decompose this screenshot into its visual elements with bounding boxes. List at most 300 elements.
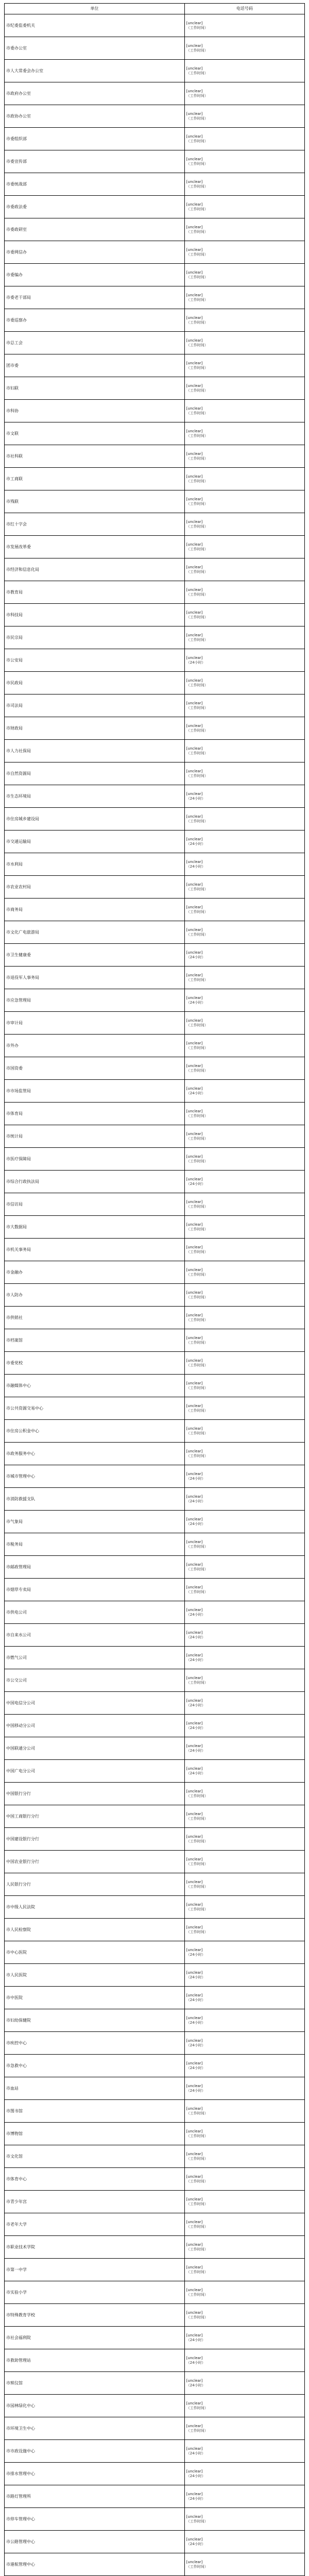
phone-number-text: [unclear] bbox=[186, 2016, 203, 2021]
phone-number-text: [unclear] bbox=[186, 202, 203, 207]
phone-number-text: [unclear] bbox=[186, 520, 203, 524]
table-row bbox=[5, 2259, 305, 2281]
phone-number-text: [unclear] bbox=[186, 883, 203, 887]
phone-number-cell bbox=[184, 1329, 304, 1352]
table-row bbox=[5, 2191, 305, 2213]
phone-number-cell bbox=[184, 1533, 304, 1556]
phone-number-cell bbox=[184, 649, 304, 672]
phone-number-text: [unclear] bbox=[186, 1404, 203, 1409]
phone-directory-table bbox=[4, 3, 305, 2576]
phone-number-cell bbox=[184, 1103, 304, 1125]
phone-number-text: [unclear] bbox=[186, 248, 203, 252]
phone-hours-note: （工作时间） bbox=[186, 1227, 208, 1231]
phone-number-cell bbox=[184, 1919, 304, 1941]
phone-hours-note: （工作时间） bbox=[186, 1113, 208, 1118]
phone-number-cell bbox=[184, 1579, 304, 1601]
table-row bbox=[5, 1035, 305, 1057]
phone-number-cell bbox=[184, 2236, 304, 2259]
phone-number-cell bbox=[184, 400, 304, 422]
phone-number-text: [unclear] bbox=[186, 1041, 203, 1046]
table-header-row bbox=[5, 4, 305, 14]
table-row bbox=[5, 2236, 305, 2259]
phone-hours-note: （24小时） bbox=[186, 1476, 205, 1481]
unit-name-cell: 市老年大学 bbox=[5, 2213, 185, 2236]
phone-number-cell bbox=[184, 1556, 304, 1579]
unit-name-cell: 市自然资源局 bbox=[5, 762, 185, 785]
table-row bbox=[5, 1307, 305, 1329]
table-row bbox=[5, 422, 305, 445]
phone-hours-note: （24小时） bbox=[186, 841, 205, 846]
phone-hours-note: （工作时间） bbox=[186, 1680, 208, 1685]
unit-name-cell: 市文联 bbox=[5, 422, 185, 445]
phone-number-cell bbox=[184, 241, 304, 264]
unit-name-cell: 市委老干部局 bbox=[5, 286, 185, 309]
table-row bbox=[5, 377, 305, 400]
unit-name-cell: 市供销社 bbox=[5, 1307, 185, 1329]
unit-name-cell: 市委编办 bbox=[5, 264, 185, 286]
phone-hours-note: （工作时间） bbox=[186, 275, 208, 279]
unit-name-cell: 市综合行政执法局 bbox=[5, 1171, 185, 1193]
phone-number-text: [unclear] bbox=[186, 1155, 203, 1159]
phone-number-cell bbox=[184, 2100, 304, 2123]
unit-name-cell: 市市场监管局 bbox=[5, 1080, 185, 1103]
phone-hours-note: （24小时） bbox=[186, 2473, 205, 2478]
unit-name-cell: 市社会福利院 bbox=[5, 2327, 185, 2349]
phone-number-cell bbox=[184, 785, 304, 808]
table-row bbox=[5, 2168, 305, 2191]
phone-hours-note: （工作时间） bbox=[186, 1408, 208, 1413]
table-row bbox=[5, 1239, 305, 1261]
unit-name-cell: 中国移动分公司 bbox=[5, 1715, 185, 1737]
table-row bbox=[5, 1329, 305, 1352]
table-row bbox=[5, 1669, 305, 1692]
table-row bbox=[5, 1896, 305, 1919]
phone-number-text: [unclear] bbox=[186, 1653, 203, 1658]
phone-number-cell bbox=[184, 1692, 304, 1715]
phone-number-cell bbox=[184, 1148, 304, 1171]
phone-number-cell bbox=[184, 831, 304, 853]
phone-hours-note: （工作时间） bbox=[186, 456, 208, 461]
unit-name-cell: 市司法局 bbox=[5, 694, 185, 717]
table-row bbox=[5, 1579, 305, 1601]
phone-hours-note: （工作时间） bbox=[186, 1589, 208, 1594]
unit-name-cell: 市总工会 bbox=[5, 332, 185, 354]
unit-name-cell: 市住房城乡建设局 bbox=[5, 808, 185, 831]
unit-name-cell: 市档案馆 bbox=[5, 1329, 185, 1352]
table-row bbox=[5, 218, 305, 241]
phone-hours-note: （24小时） bbox=[186, 1635, 205, 1639]
phone-hours-note: （24小时） bbox=[186, 1748, 205, 1753]
table-row bbox=[5, 921, 305, 944]
table-row bbox=[5, 468, 305, 490]
table-row bbox=[5, 1783, 305, 1805]
phone-number-text: [unclear] bbox=[186, 2197, 203, 2202]
phone-number-cell bbox=[184, 2440, 304, 2463]
phone-number-text: [unclear] bbox=[186, 2401, 203, 2406]
phone-hours-note: （工作时间） bbox=[186, 116, 208, 121]
unit-name-cell: 市信访局 bbox=[5, 1193, 185, 1216]
phone-number-cell bbox=[184, 1375, 304, 1397]
phone-number-cell bbox=[184, 150, 304, 173]
table-row bbox=[5, 899, 305, 921]
phone-number-text: [unclear] bbox=[186, 1359, 203, 1363]
phone-number-text: [unclear] bbox=[186, 2515, 203, 2519]
unit-name-cell: 市血站 bbox=[5, 2077, 185, 2100]
unit-name-cell: 市大数据局 bbox=[5, 1216, 185, 1239]
phone-number-text: [unclear] bbox=[186, 747, 203, 751]
phone-number-text: [unclear] bbox=[186, 1699, 203, 1703]
unit-name-cell: 市自来水公司 bbox=[5, 1624, 185, 1647]
phone-number-text: [unclear] bbox=[186, 225, 203, 230]
unit-name-cell: 市政务服务中心 bbox=[5, 1443, 185, 1465]
phone-number-text: [unclear] bbox=[186, 2129, 203, 2134]
phone-hours-note: （24小时） bbox=[186, 2088, 205, 2093]
phone-number-text: [unclear] bbox=[186, 293, 203, 298]
table-row bbox=[5, 1692, 305, 1715]
table-row bbox=[5, 831, 305, 853]
phone-number-cell bbox=[184, 536, 304, 558]
table-row bbox=[5, 173, 305, 196]
table-row bbox=[5, 1443, 305, 1465]
table-row bbox=[5, 241, 305, 264]
unit-name-cell: 市教育局 bbox=[5, 581, 185, 604]
phone-number-cell bbox=[184, 2508, 304, 2531]
unit-name-cell: 市科技局 bbox=[5, 604, 185, 626]
phone-number-text: [unclear] bbox=[186, 1789, 203, 1794]
table-body bbox=[5, 14, 305, 2576]
table-row bbox=[5, 876, 305, 899]
phone-number-cell bbox=[184, 105, 304, 128]
phone-number-text: [unclear] bbox=[186, 452, 203, 456]
unit-name-cell: 市外办 bbox=[5, 1035, 185, 1057]
table-row bbox=[5, 354, 305, 377]
phone-hours-note: （24小时） bbox=[186, 2043, 205, 2047]
phone-number-cell bbox=[184, 1012, 304, 1035]
table-row bbox=[5, 626, 305, 649]
table-row bbox=[5, 2100, 305, 2123]
table-row bbox=[5, 1828, 305, 1851]
table-row bbox=[5, 1987, 305, 2009]
phone-hours-note: （工作时间） bbox=[186, 1249, 208, 1254]
unit-name-cell: 市妇幼保健院 bbox=[5, 2009, 185, 2032]
table-row bbox=[5, 1511, 305, 1533]
table-row bbox=[5, 717, 305, 740]
table-row bbox=[5, 2395, 305, 2417]
phone-number-cell bbox=[184, 694, 304, 717]
phone-number-cell bbox=[184, 2395, 304, 2417]
phone-number-cell bbox=[184, 853, 304, 876]
phone-number-text: [unclear] bbox=[186, 2469, 203, 2474]
table-row bbox=[5, 785, 305, 808]
phone-hours-note: （工作时间） bbox=[186, 2269, 208, 2274]
phone-hours-note: （工作时间） bbox=[186, 909, 208, 914]
phone-hours-note: （24小时） bbox=[186, 660, 205, 665]
phone-number-cell bbox=[184, 173, 304, 196]
phone-number-text: [unclear] bbox=[186, 384, 203, 388]
phone-number-text: [unclear] bbox=[186, 1064, 203, 1069]
phone-number-cell bbox=[184, 1125, 304, 1148]
phone-hours-note: （工作时间） bbox=[186, 1317, 208, 1322]
unit-name-cell: 市青少年宫 bbox=[5, 2191, 185, 2213]
phone-hours-note: （工作时间） bbox=[186, 2133, 208, 2138]
unit-name-cell: 市委组织部 bbox=[5, 128, 185, 150]
unit-name-cell: 市委统战部 bbox=[5, 173, 185, 196]
phone-number-cell bbox=[184, 2553, 304, 2576]
unit-name-cell: 市住房公积金中心 bbox=[5, 1420, 185, 1443]
phone-hours-note: （24小时） bbox=[186, 1181, 205, 1186]
unit-name-cell: 中国建设银行分行 bbox=[5, 1828, 185, 1851]
phone-number-text: [unclear] bbox=[186, 497, 203, 502]
phone-number-text: [unclear] bbox=[186, 1223, 203, 1227]
table-row bbox=[5, 1601, 305, 1624]
table-row bbox=[5, 2281, 305, 2304]
phone-hours-note: （工作时间） bbox=[186, 411, 208, 415]
phone-hours-note: （工作时间） bbox=[186, 705, 208, 710]
unit-name-cell: 市委巡察办 bbox=[5, 309, 185, 332]
phone-number-cell bbox=[184, 1624, 304, 1647]
phone-hours-note: （工作时间） bbox=[186, 2564, 208, 2569]
phone-number-text: [unclear] bbox=[186, 2537, 203, 2542]
phone-number-cell bbox=[184, 490, 304, 513]
phone-hours-note: （24小时） bbox=[186, 2020, 205, 2025]
phone-number-text: [unclear] bbox=[186, 1313, 203, 1318]
phone-hours-note: （工作时间） bbox=[186, 1567, 208, 1571]
phone-number-cell bbox=[184, 1873, 304, 1896]
phone-number-cell bbox=[184, 1488, 304, 1511]
phone-hours-note: （工作时间） bbox=[186, 2292, 208, 2297]
phone-number-text: [unclear] bbox=[186, 1200, 203, 1205]
unit-name-cell: 中国农业银行分行 bbox=[5, 1851, 185, 1873]
phone-hours-note: （工作时间） bbox=[186, 365, 208, 370]
table-row bbox=[5, 1737, 305, 1760]
phone-number-text: [unclear] bbox=[186, 2379, 203, 2383]
table-row bbox=[5, 37, 305, 60]
phone-number-cell bbox=[184, 2463, 304, 2485]
phone-hours-note: （工作时间） bbox=[186, 637, 208, 642]
phone-hours-note: （工作时间） bbox=[186, 2111, 208, 2115]
unit-name-cell: 市人力社保局 bbox=[5, 740, 185, 762]
unit-name-cell: 中国工商银行分行 bbox=[5, 1805, 185, 1828]
phone-hours-note: （工作时间） bbox=[186, 1068, 208, 1073]
table-row bbox=[5, 536, 305, 558]
table-row bbox=[5, 264, 305, 286]
phone-hours-note: （24小时） bbox=[186, 1521, 205, 1526]
phone-number-text: [unclear] bbox=[186, 792, 203, 796]
table-row bbox=[5, 1760, 305, 1783]
table-row bbox=[5, 1148, 305, 1171]
unit-name-cell: 市人民医院 bbox=[5, 1964, 185, 1987]
phone-hours-note: （工作时间） bbox=[186, 71, 208, 75]
phone-number-text: [unclear] bbox=[186, 2424, 203, 2429]
phone-hours-note: （工作时间） bbox=[186, 161, 208, 166]
table-row bbox=[5, 332, 305, 354]
phone-number-cell bbox=[184, 2259, 304, 2281]
unit-name-cell: 市社科联 bbox=[5, 445, 185, 468]
table-row bbox=[5, 694, 305, 717]
unit-name-cell: 市排水管理中心 bbox=[5, 2463, 185, 2485]
phone-number-text: [unclear] bbox=[186, 905, 203, 910]
table-row bbox=[5, 2009, 305, 2032]
phone-number-text: [unclear] bbox=[186, 837, 203, 842]
phone-number-text: [unclear] bbox=[186, 1087, 203, 1091]
phone-hours-note: （工作时间） bbox=[186, 343, 208, 347]
phone-number-text: [unclear] bbox=[186, 1427, 203, 1431]
unit-name-cell: 市特殊教育学校 bbox=[5, 2304, 185, 2327]
phone-number-text: [unclear] bbox=[186, 112, 203, 116]
phone-hours-note: （工作时间） bbox=[186, 2315, 208, 2319]
unit-name-cell: 市委党校 bbox=[5, 1352, 185, 1375]
phone-number-text: [unclear] bbox=[186, 1608, 203, 1613]
phone-hours-note: （工作时间） bbox=[186, 1023, 208, 1027]
phone-number-cell bbox=[184, 1057, 304, 1080]
unit-name-cell: 市公交公司 bbox=[5, 1669, 185, 1692]
phone-hours-note: （工作时间） bbox=[186, 819, 208, 823]
unit-name-cell: 中国广电分公司 bbox=[5, 1760, 185, 1783]
phone-number-cell bbox=[184, 286, 304, 309]
phone-hours-note: （工作时间） bbox=[186, 569, 208, 574]
unit-name-cell: 市殡仪馆 bbox=[5, 2372, 185, 2395]
unit-name-cell: 市农业农村局 bbox=[5, 876, 185, 899]
phone-number-text: [unclear] bbox=[186, 928, 203, 933]
phone-hours-note: （工作时间） bbox=[186, 252, 208, 257]
unit-name-cell: 市人大常委会办公室 bbox=[5, 60, 185, 82]
table-row bbox=[5, 558, 305, 581]
phone-number-cell bbox=[184, 1284, 304, 1307]
phone-number-cell bbox=[184, 2123, 304, 2145]
table-row bbox=[5, 2531, 305, 2553]
phone-hours-note: （工作时间） bbox=[186, 48, 208, 53]
phone-number-cell bbox=[184, 1465, 304, 1488]
phone-number-text: [unclear] bbox=[186, 429, 203, 434]
table-row bbox=[5, 2440, 305, 2463]
unit-name-cell: 市燃气公司 bbox=[5, 1647, 185, 1669]
unit-name-cell: 市妇联 bbox=[5, 377, 185, 400]
phone-number-cell bbox=[184, 2055, 304, 2077]
phone-number-cell bbox=[184, 944, 304, 967]
phone-number-text: [unclear] bbox=[186, 1721, 203, 1726]
phone-number-cell bbox=[184, 128, 304, 150]
unit-name-cell: 市体育中心 bbox=[5, 2168, 185, 2191]
phone-number-cell bbox=[184, 1647, 304, 1669]
unit-name-cell: 市中医院 bbox=[5, 1987, 185, 2009]
phone-hours-note: （24小时） bbox=[186, 1997, 205, 2002]
table-row bbox=[5, 513, 305, 536]
phone-number-text: [unclear] bbox=[186, 361, 203, 366]
phone-number-text: [unclear] bbox=[186, 2288, 203, 2293]
unit-name-cell: 市邮政管理局 bbox=[5, 1556, 185, 1579]
unit-name-cell: 市委政法委 bbox=[5, 196, 185, 218]
table-row bbox=[5, 2145, 305, 2168]
phone-number-cell bbox=[184, 1443, 304, 1465]
phone-number-cell bbox=[184, 1760, 304, 1783]
phone-number-cell bbox=[184, 82, 304, 105]
table-row bbox=[5, 1465, 305, 1488]
unit-name-cell: 市卫生健康委 bbox=[5, 944, 185, 967]
phone-number-text: [unclear] bbox=[186, 1245, 203, 1250]
phone-hours-note: （工作时间） bbox=[186, 2201, 208, 2206]
unit-name-cell: 中国联通分公司 bbox=[5, 1737, 185, 1760]
phone-number-cell bbox=[184, 1601, 304, 1624]
phone-number-cell bbox=[184, 899, 304, 921]
phone-hours-note: （工作时间） bbox=[186, 1861, 208, 1866]
phone-number-text: [unclear] bbox=[186, 1109, 203, 1114]
table-row bbox=[5, 1125, 305, 1148]
phone-number-cell bbox=[184, 717, 304, 740]
table-row bbox=[5, 82, 305, 105]
column-header-unit: 单位 bbox=[5, 4, 185, 14]
unit-name-cell: 市市政设施中心 bbox=[5, 2440, 185, 2463]
phone-number-cell bbox=[184, 1216, 304, 1239]
phone-number-text: [unclear] bbox=[186, 157, 203, 162]
phone-number-cell bbox=[184, 1035, 304, 1057]
phone-hours-note: （24小时） bbox=[186, 2065, 205, 2070]
phone-hours-note: （工作时间） bbox=[186, 1136, 208, 1141]
phone-hours-note: （24小时） bbox=[186, 2451, 205, 2455]
unit-name-cell: 市政府办公室 bbox=[5, 82, 185, 105]
phone-number-cell bbox=[184, 558, 304, 581]
phone-hours-note: （24小时） bbox=[186, 1499, 205, 1503]
unit-name-cell: 市商务局 bbox=[5, 899, 185, 921]
unit-name-cell: 市公共资源交易中心 bbox=[5, 1397, 185, 1420]
phone-number-cell bbox=[184, 377, 304, 400]
phone-number-cell bbox=[184, 1851, 304, 1873]
phone-number-text: [unclear] bbox=[186, 1971, 203, 1975]
unit-name-cell: 中国银行分行 bbox=[5, 1783, 185, 1805]
phone-number-cell bbox=[184, 2327, 304, 2349]
phone-number-cell bbox=[184, 2191, 304, 2213]
table-row bbox=[5, 1647, 305, 1669]
phone-number-cell bbox=[184, 1352, 304, 1375]
unit-name-cell: 人民银行分行 bbox=[5, 1873, 185, 1896]
phone-number-cell bbox=[184, 332, 304, 354]
phone-hours-note: （工作时间） bbox=[186, 932, 208, 937]
phone-hours-note: （24小时） bbox=[186, 2360, 205, 2365]
unit-name-cell: 市第一中学 bbox=[5, 2259, 185, 2281]
phone-number-cell bbox=[184, 1239, 304, 1261]
table-row bbox=[5, 105, 305, 128]
phone-number-text: [unclear] bbox=[186, 1744, 203, 1749]
table-row bbox=[5, 1715, 305, 1737]
phone-number-text: [unclear] bbox=[186, 1993, 203, 1998]
unit-name-cell: 市中心医院 bbox=[5, 1941, 185, 1964]
column-header-phone: 电话号码 bbox=[184, 4, 304, 14]
table-row bbox=[5, 2463, 305, 2485]
table-row bbox=[5, 1284, 305, 1307]
phone-number-text: [unclear] bbox=[186, 406, 203, 411]
phone-number-cell bbox=[184, 1941, 304, 1964]
unit-name-cell: 市路灯管理所 bbox=[5, 2485, 185, 2508]
phone-number-text: [unclear] bbox=[186, 2152, 203, 2157]
phone-hours-note: （工作时间） bbox=[186, 184, 208, 189]
phone-hours-note: （工作时间） bbox=[186, 773, 208, 778]
table-row bbox=[5, 196, 305, 218]
phone-hours-note: （工作时间） bbox=[186, 1431, 208, 1435]
phone-number-cell bbox=[184, 1261, 304, 1284]
unit-name-cell: 市环境卫生中心 bbox=[5, 2417, 185, 2440]
phone-hours-note: （工作时间） bbox=[186, 2519, 208, 2523]
unit-name-cell: 市民宗局 bbox=[5, 626, 185, 649]
unit-name-cell: 市政协办公室 bbox=[5, 105, 185, 128]
table-row bbox=[5, 2349, 305, 2372]
phone-number-cell bbox=[184, 354, 304, 377]
unit-name-cell: 市停车管理中心 bbox=[5, 2508, 185, 2531]
table-row bbox=[5, 1193, 305, 1216]
unit-name-cell: 市红十字会 bbox=[5, 513, 185, 536]
phone-number-text: [unclear] bbox=[186, 769, 203, 774]
unit-name-cell: 市经济和信息化局 bbox=[5, 558, 185, 581]
phone-number-text: [unclear] bbox=[186, 701, 203, 706]
phone-number-text: [unclear] bbox=[186, 89, 203, 94]
